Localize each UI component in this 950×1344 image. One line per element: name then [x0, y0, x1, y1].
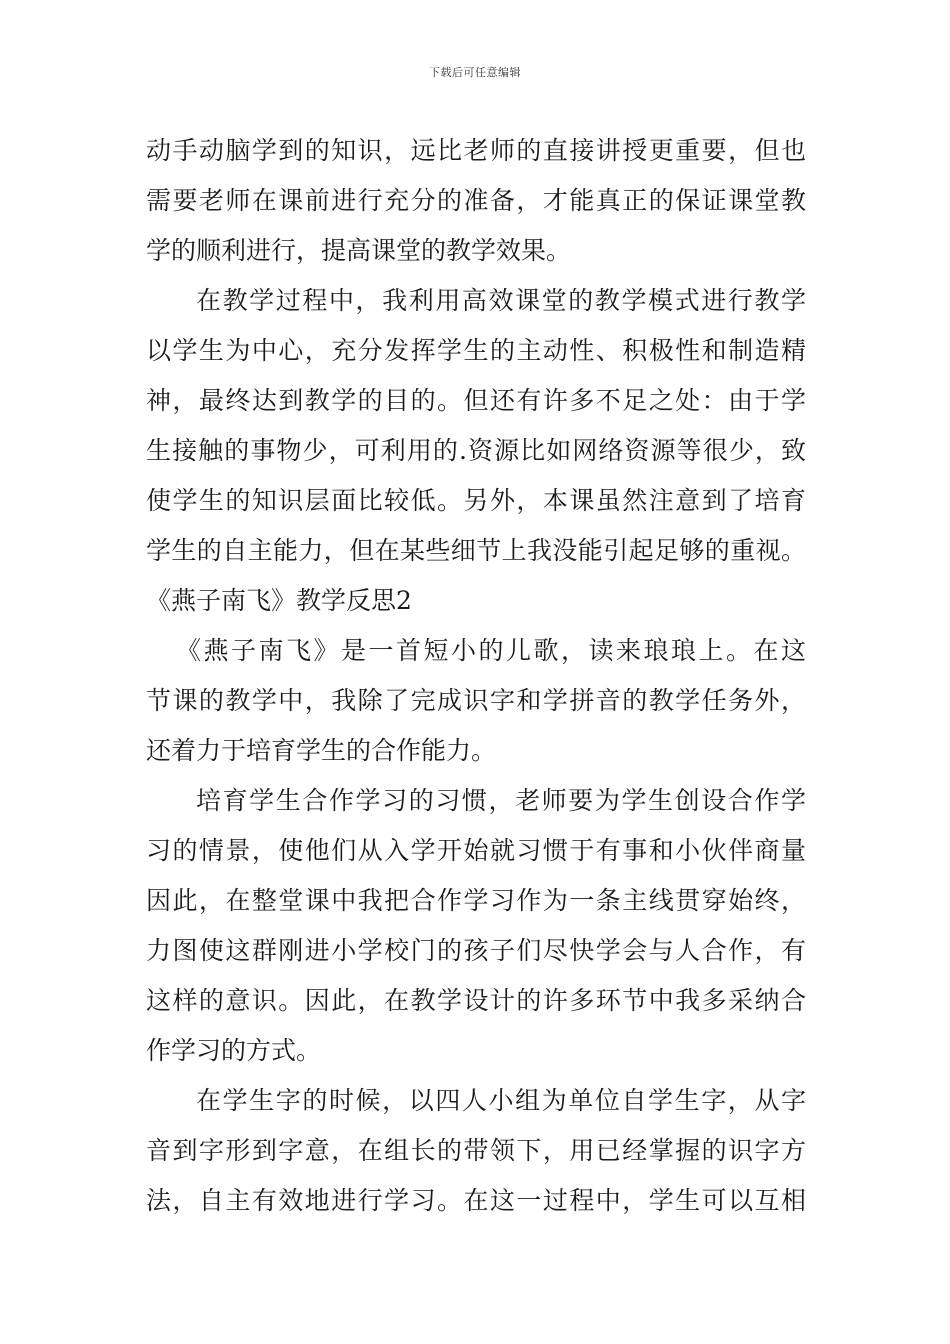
text-line: 生接触的事物少，可利用的.资源比如网络资源等很少，致 [146, 436, 806, 465]
text-line: 这样的意识。因此，在教学设计的许多环节中我多采纳合 [146, 986, 806, 1015]
paragraph-first-line: 在学生字的时候，以四人小组为单位自学生字，从字 [196, 1086, 806, 1115]
text-line: 节课的教学中，我除了完成识字和学拼音的教学任务外， [146, 686, 806, 715]
paragraph-first-line: 在教学过程中，我利用高效课堂的教学模式进行教学 [196, 286, 806, 315]
text-line: 以学生为中心，充分发挥学生的主动性、积极性和制造精 [146, 336, 806, 365]
paragraph-first-line: 《燕子南飞》是一首短小的儿歌，读来琅琅上。在这 [176, 636, 806, 665]
paragraph-first-line: 培育学生合作学习的习惯，老师要为学生创设合作学 [196, 786, 806, 815]
text-line: 学的顺利进行，提高课堂的教学效果。 [146, 236, 572, 265]
text-line: 需要老师在课前进行充分的准备，才能真正的保证课堂教 [146, 186, 806, 215]
document-body [146, 126, 806, 1226]
text-line: 因此，在整堂课中我把合作学习作为一条主线贯穿始终， [146, 886, 806, 915]
text-line: 习的情景，使他们从入学开始就习惯于有事和小伙伴商量 [146, 836, 806, 865]
page-header: 下载后可任意编辑 [429, 66, 521, 79]
text-line: 学生的自主能力，但在某些细节上我没能引起足够的重视。 [146, 536, 806, 565]
text-line: 神，最终达到教学的目的。但还有许多不足之处：由于学 [146, 386, 806, 415]
text-line: 音到字形到字意，在组长的带领下，用已经掌握的识字方 [146, 1136, 806, 1165]
text-line: 力图使这群刚进小学校门的孩子们尽快学会与人合作，有 [146, 936, 806, 965]
section-title: 《燕子南飞》教学反思2 [146, 586, 412, 615]
text-line: 法，自主有效地进行学习。在这一过程中，学生可以互相 [146, 1186, 806, 1215]
text-line: 使学生的知识层面比较低。另外，本课虽然注意到了培育 [146, 486, 806, 515]
text-line: 动手动脑学到的知识，远比老师的直接讲授更重要，但也 [146, 136, 806, 165]
text-line: 还着力于培育学生的合作能力。 [146, 736, 497, 765]
text-line: 作学习的方式。 [146, 1036, 322, 1065]
